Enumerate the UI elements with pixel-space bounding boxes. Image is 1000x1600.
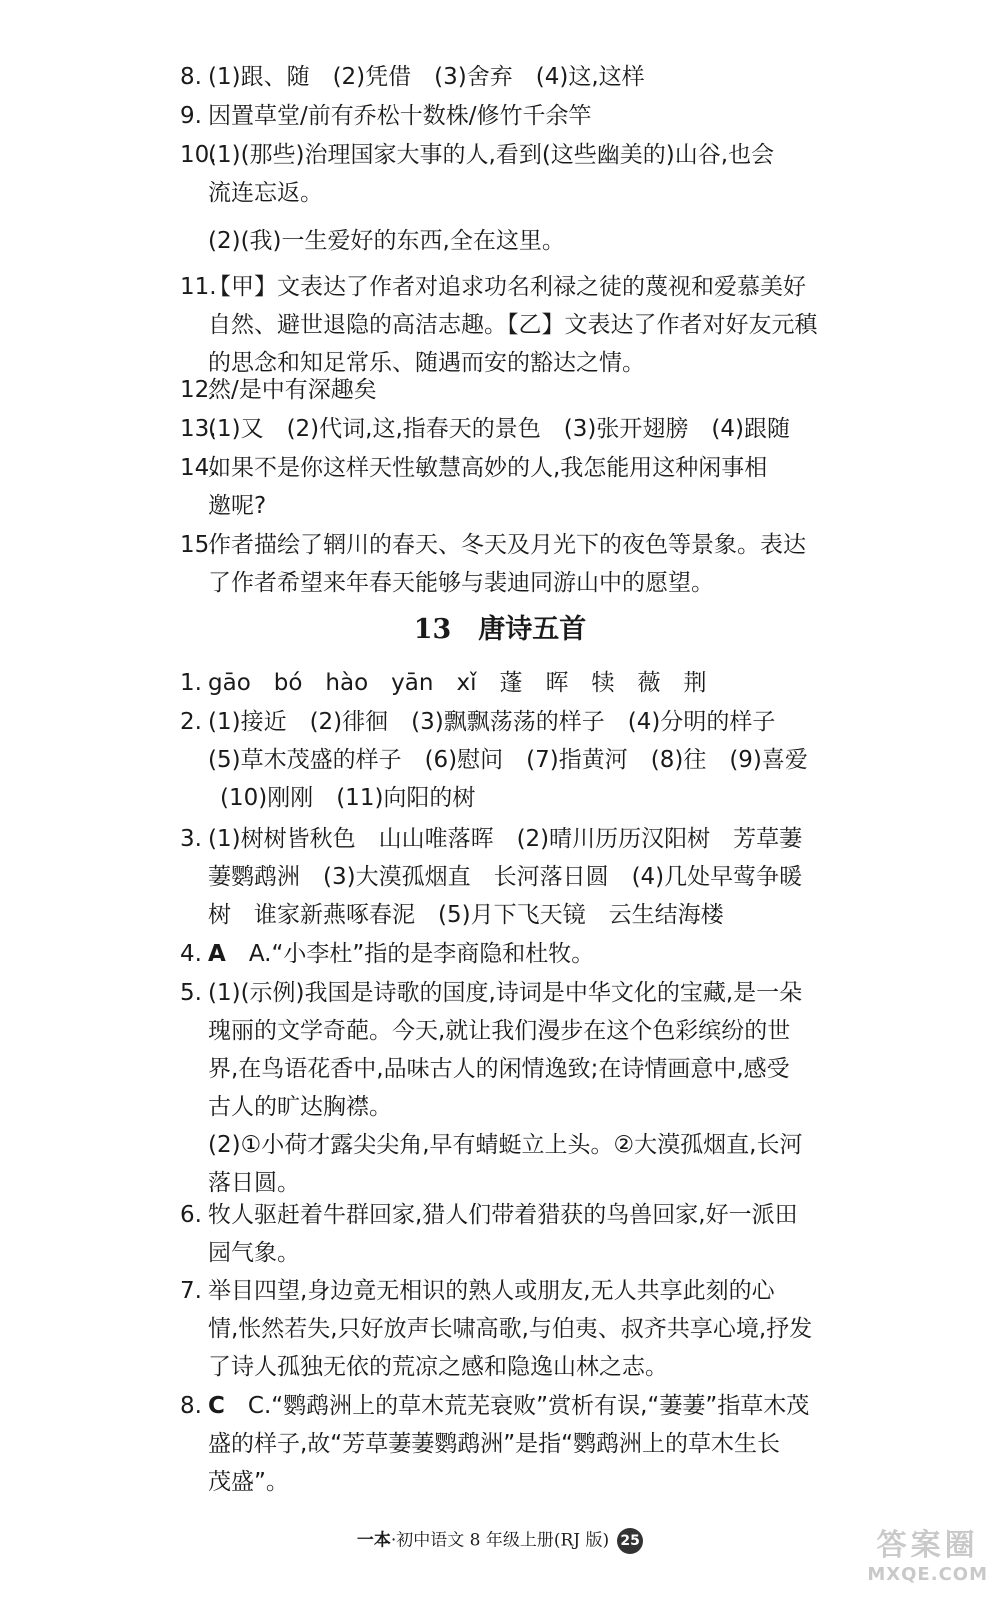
answer-item-12 [180,371,840,409]
section-title: 13 唐诗五首 [413,614,587,645]
item-line: 落日圆。 [208,1170,300,1196]
item-number: 13. [180,416,217,442]
item-line: 瑰丽的文学奇葩。今天,就让我们漫步在这个色彩缤纷的世 [208,1018,791,1044]
answer-item-11 [180,268,840,382]
item-number: 10. [180,142,217,168]
answer-item-2 [180,703,840,817]
item-number: 4. [180,941,202,967]
item-number: 8. [180,1393,202,1419]
item-line: 邀呢? [208,493,267,519]
footer-brand: 一本 [356,1530,391,1551]
watermark-url: MXQE.COM [867,1564,988,1585]
item-number: 8. [180,64,202,90]
answer-item-7 [180,1272,840,1386]
item-number: 1. [180,670,202,696]
item-line: 举目四望,身边竟无相识的熟人或朋友,无人共享此刻的心 [208,1278,775,1304]
item-line: (1)(示例)我国是诗歌的国度,诗词是中华文化的宝藏,是一朵 [208,980,803,1006]
answer-key: A [208,941,226,967]
answer-item-14 [180,449,840,525]
item-line: (2)(我)一生爱好的东西,全在这里。 [208,228,565,254]
item-line: 树 谁家新燕啄春泥 (5)月下飞天镜 云生结海楼 [208,902,724,928]
item-line: gāo bó hào yān xǐ 蓬 晖 犊 薇 荆 [208,670,707,696]
item-line: 园气象。 [208,1240,300,1266]
item-line [208,935,840,973]
answer-item-8 [180,58,840,96]
item-line: 萋鹦鹉洲 (3)大漠孤烟直 长河落日圆 (4)几处早莺争暖 [208,864,803,890]
item-line: 古人的旷达胸襟。 [208,1094,392,1120]
page-footer [0,1528,1000,1554]
item-line: 情,怅然若失,只好放声长啸高歌,与伯夷、叔齐共享心境,抒发 [208,1316,813,1342]
item-line: 自然、避世退隐的高洁志趣。【乙】文表达了作者对好友元稹 [208,312,818,338]
item-line: 了作者希望来年春天能够与裴迪同游山中的愿望。 [208,570,714,596]
item-line: (1)接近 (2)徘徊 (3)飘飘荡荡的样子 (4)分明的样子 [208,709,776,735]
answer-explanation: A.“小李杜”指的是李商隐和杜牧。 [248,941,595,967]
answer-explanation: C.“鹦鹉洲上的草木荒芜衰败”赏析有误,“萋萋”指草木茂 [247,1393,810,1419]
item-line [208,1387,840,1425]
item-line: 如果不是你这样天性敏慧高妙的人,我怎能用这种闲事相 [208,455,768,481]
item-number: 15. [180,532,217,558]
item-line: (5)草木茂盛的样子 (6)慰问 (7)指黄河 (8)往 (9)喜爱 [208,747,808,773]
item-line: (2)①小荷才露尖尖角,早有蜻蜓立上头。②大漠孤烟直,长河 [208,1132,803,1158]
item-line: (1)跟、随 (2)凭借 (3)舍弃 (4)这,这样 [208,64,645,90]
page-number: 25 [617,1528,643,1554]
item-line: 茂盛”。 [208,1469,289,1495]
item-number: 5. [180,980,202,1006]
watermark [867,1528,988,1586]
item-line: (10)刚刚 (11)向阳的树 [220,785,476,811]
item-line: 然/是中有深趣矣 [208,377,377,403]
item-line: 【甲】文表达了作者对追求功名利禄之徒的蔑视和爱慕美好 [208,274,806,300]
item-number: 11. [180,274,217,300]
item-line: 作者描绘了辋川的春天、冬天及月光下的夜色等景象。表达 [208,532,806,558]
item-number: 3. [180,826,202,852]
item-line: 了诗人孤独无依的荒凉之感和隐逸山林之志。 [208,1354,668,1380]
item-number: 7. [180,1278,202,1304]
answer-key: C [208,1393,225,1419]
item-line: 因置草堂/前有乔松十数株/修竹千余竿 [208,103,592,129]
item-number: 6. [180,1202,202,1228]
footer-text: ·初中语文 8 年级上册(RJ 版) [390,1530,610,1551]
item-number: 9. [180,103,202,129]
answer-item-4 [180,935,840,973]
item-line: 的思念和知足常乐、随遇而安的豁达之情。 [208,350,645,376]
answer-item-8b [180,1387,840,1501]
item-line: 流连忘返。 [208,180,323,206]
item-number: 12. [180,377,217,403]
answer-item-3 [180,820,840,934]
item-number: 14. [180,455,217,481]
item-line: 盛的样子,故“芳草萋萋鹦鹉洲”是指“鹦鹉洲上的草木生长 [208,1431,781,1457]
answer-item-6 [180,1196,840,1272]
answer-item-10 [180,136,840,260]
answer-item-1 [180,664,840,702]
watermark-logo-text: 答案圈 [876,1528,979,1563]
answer-item-9 [180,97,840,135]
answer-item-5 [180,974,840,1202]
item-line: (1)(那些)治理国家大事的人,看到(这些幽美的)山谷,也会 [208,142,775,168]
item-line: (1)树树皆秋色 山山唯落晖 (2)晴川历历汉阳树 芳草萋 [208,826,803,852]
item-line: 牧人驱赶着牛群回家,猎人们带着猎获的鸟兽回家,好一派田 [208,1202,798,1228]
answer-item-15 [180,526,840,602]
item-number: 2. [180,709,202,735]
answer-item-13 [180,410,840,448]
item-line: 界,在鸟语花香中,品味古人的闲情逸致;在诗情画意中,感受 [208,1056,790,1082]
item-line: (1)又 (2)代词,这,指春天的景色 (3)张开翅膀 (4)跟随 [208,416,790,442]
